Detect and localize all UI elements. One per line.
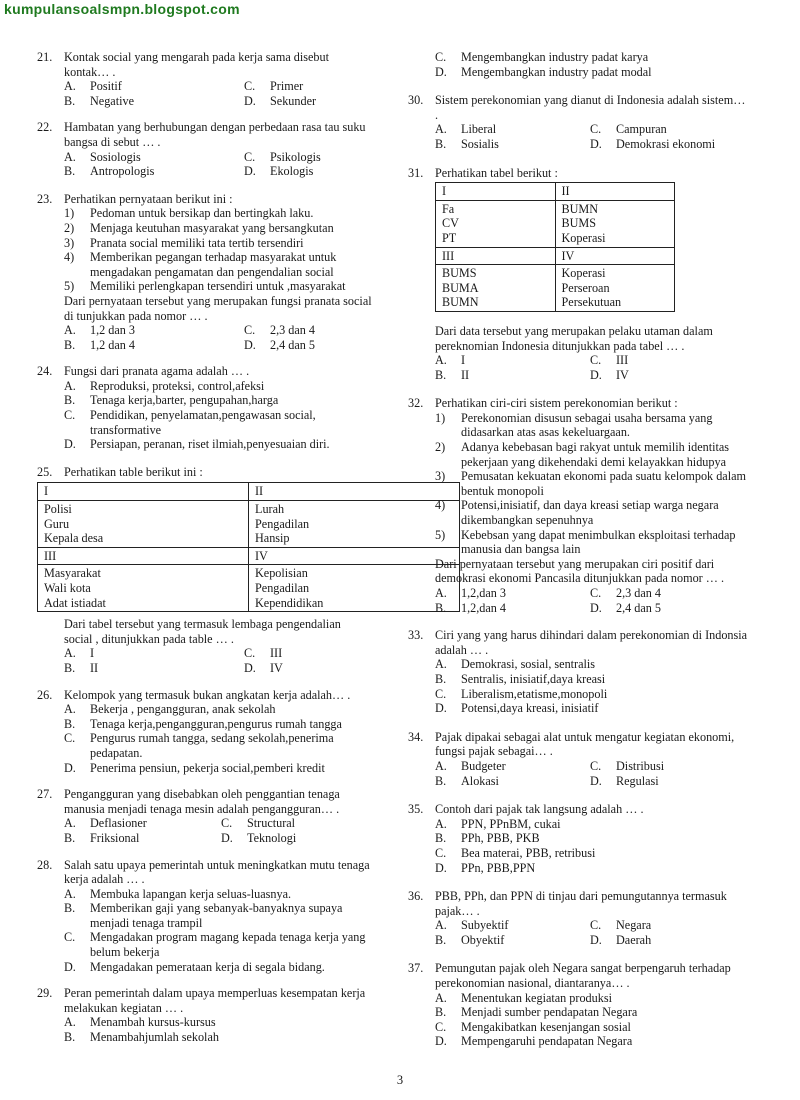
option-b: B. II	[435, 367, 470, 382]
option-d: D. IV	[244, 660, 283, 675]
question-number: 24.	[37, 364, 53, 379]
options-list	[435, 657, 748, 715]
option-c: C. III	[244, 646, 283, 661]
option-c: C. Mengembangkan industry padat karya	[435, 50, 649, 64]
option-a: A. Deflasioner	[64, 816, 147, 831]
option-d: D. Potensi,daya kreasi, inisiatif	[435, 701, 599, 716]
option-b: B. 1,2,dan 4	[435, 600, 507, 615]
options-grid	[64, 150, 372, 179]
option-c: C. Campuran	[590, 122, 667, 137]
option-d: D. Regulasi	[590, 773, 659, 788]
option-d: D. Daerah	[590, 932, 652, 947]
option-a: A. I	[64, 646, 95, 661]
option-a: A. Reproduksi, proteksi, control,afeksi	[64, 378, 265, 393]
table-cell: Lurah Pengadilan Hansip	[249, 501, 460, 548]
statement-list	[37, 206, 372, 294]
options-list	[64, 887, 372, 975]
option-d: D. 2,4 dan 5	[244, 337, 316, 352]
question-number: 32.	[408, 396, 424, 411]
question-text: Hambatan yang berhubungan dengan perbedaan rasa tau suku bangsa di sebut … .	[64, 120, 366, 149]
option-b: B. Antropologis	[64, 164, 155, 179]
statement-4: 4) Potensi,inisiatif, dan daya kreasi setiap warga negara dikembangkan sepenuhnya	[435, 498, 719, 528]
options-grid	[64, 816, 372, 845]
statement-2: 2) Menjaga keutuhan masyarakat yang bersangkutan	[64, 220, 334, 235]
option-d: D. Mempengaruhi pendapatan Negara	[435, 1034, 633, 1049]
option-d: D. Demokrasi ekonomi	[590, 136, 716, 151]
options-list	[64, 379, 372, 452]
statement-3: 3) Pranata social memiliki tata tertib tersendiri	[64, 235, 304, 250]
option-d: D. 2,4 dan 5	[590, 600, 662, 615]
question-number: 21.	[37, 50, 53, 64]
option-c: C. Mengadakan program magang kepada tenaga kerja yang belum bekerja	[64, 930, 366, 960]
page-number: 3	[396, 1073, 404, 1087]
statement-1: 1) Pedoman untuk bersikap dan bertingkah laku.	[64, 206, 314, 221]
options-list	[435, 991, 748, 1049]
option-c: C. Structural	[221, 816, 296, 831]
question-37	[408, 961, 748, 1049]
question-text: Salah satu upaya pemerintah untuk meningkatkan mutu tenaga kerja adalah … .	[64, 857, 370, 887]
right-column	[408, 50, 748, 1049]
question-31	[408, 166, 748, 383]
option-d: D. PPn, PBB,PPN	[435, 860, 536, 875]
option-a: A. Menambah kursus-kursus	[64, 1015, 216, 1030]
question-number: 26.	[37, 687, 53, 702]
option-d: D. Mengadakan pemerataan kerja di segala bidang.	[64, 959, 325, 974]
question-number: 30.	[408, 93, 424, 108]
options-grid	[64, 79, 372, 108]
option-b: B. Negative	[64, 93, 134, 108]
option-b: B. Memberikan gaji yang sebanyak-banyaknya supaya menjadi tenaga trampil	[64, 901, 343, 930]
question-text: Kelompok yang termasuk bukan angkatan kerja adalah… .	[64, 687, 351, 702]
question-number: 36.	[408, 889, 424, 904]
question-followup: Dari pernyataan tersebut yang merupakan ciri positif dari demokrasi ekonomi Pancasila ditunjukkan pada nomor … .	[435, 556, 725, 586]
option-b: B. Menjadi sumber pendapatan Negara	[435, 1005, 638, 1020]
institution-table	[37, 482, 460, 612]
options-list	[435, 817, 748, 875]
question-number: 31.	[408, 165, 424, 180]
question-number: 33.	[408, 628, 424, 643]
table-cell: Kepolisian Pengadilan Kependidikan	[249, 565, 460, 612]
question-text: Sistem perekonomian yang dianut di Indonesia adalah sistem… .	[435, 93, 746, 122]
option-a: A. Membuka lapangan kerja seluas-luasnya.	[64, 886, 292, 901]
question-text: PBB, PPh, dan PPN di tinjau dari pemungutannya termasuk pajak… .	[435, 889, 727, 918]
option-c: C. Primer	[244, 79, 304, 94]
question-number: 27.	[37, 787, 53, 802]
table-header-ii: II	[249, 483, 460, 501]
question-text: Pemungutan pajak oleh Negara sangat berpengaruh terhadap perekonomian nasional, diantaranya… .	[435, 961, 731, 991]
question-text: Kontak social yang mengarah pada kerja sama disebut kontak… .	[64, 50, 329, 79]
statement-3: 3) Pemusatan kekuatan ekonomi pada suatu kelompok dalam bentuk monopoli	[435, 469, 746, 498]
options-list	[64, 1015, 372, 1044]
option-a: A. Sosiologis	[64, 149, 141, 164]
question-29-continued	[408, 50, 748, 79]
question-text: Perhatikan table berikut ini :	[64, 464, 203, 479]
question-25	[37, 465, 372, 676]
question-27	[37, 787, 372, 845]
option-b: B. Obyektif	[435, 932, 505, 947]
statement-list	[435, 411, 748, 557]
option-c: C. Distribusi	[590, 758, 665, 773]
options-grid	[435, 759, 748, 788]
option-d: D. Teknologi	[221, 830, 297, 845]
question-followup: Dari pernyataan tersebut yang merupakan fungsi pranata social di tunjukkan pada nomor … .	[64, 293, 372, 323]
option-d: D. Penerima pensiun, pekerja social,pemberi kredit	[64, 760, 325, 775]
options-grid	[435, 353, 748, 382]
option-a: A. Positif	[64, 79, 122, 94]
question-number: 23.	[37, 191, 53, 206]
table-cell: Fa CV PT	[436, 200, 556, 247]
statement-4: 4) Memberikan pegangan terhadap masyarakat untuk mengadakan pengamatan dan pengendalian social	[64, 250, 337, 279]
question-followup: Dari data tersebut yang merupakan pelaku utaman dalam pereknomian Indonesia ditunjukkan pada tabel … .	[435, 323, 713, 353]
question-number: 25.	[37, 464, 53, 479]
option-a: A. Budgeter	[435, 758, 506, 773]
statement-5: 5) Memiliki perlengkapan tersendiri untuk ,masyarakat	[64, 279, 346, 294]
options-grid	[435, 918, 748, 947]
question-number: 35.	[408, 802, 424, 817]
table-header-i: I	[38, 483, 249, 501]
option-c: C. 2,3 dan 4	[244, 323, 316, 338]
question-21	[37, 50, 372, 108]
blog-watermark: kumpulansoalsmpn.blogspot.com	[4, 1, 240, 17]
table-header-iv: IV	[249, 547, 460, 565]
question-23	[37, 192, 372, 353]
statement-1: 1) Perekonomian disusun sebagai usaha bersama yang didasarkan atas asas kekeluargaan.	[435, 410, 713, 440]
option-c: C. Psikologis	[244, 149, 321, 164]
options-grid	[64, 323, 372, 352]
option-b: B. Sosialis	[435, 136, 499, 151]
question-text: Perhatikan ciri-ciri sistem perekonomian berikut :	[435, 396, 678, 411]
option-c: C. Mengakibatkan kesenjangan sosial	[435, 1019, 631, 1034]
question-text: Contoh dari pajak tak langsung adalah … .	[435, 802, 644, 817]
option-b: B. Tenaga kerja,pengangguran,pengurus rumah tangga	[64, 716, 342, 731]
question-22	[37, 120, 372, 178]
question-number: 37.	[408, 961, 424, 976]
question-text: Pajak dipakai sebagai alat untuk mengatur kegiatan ekonomi, fungsi pajak sebagai… .	[435, 729, 735, 759]
question-30	[408, 93, 748, 151]
table-cell: BUMN BUMS Koperasi	[555, 200, 675, 247]
option-a: A. I	[435, 353, 466, 368]
question-number: 28.	[37, 857, 53, 872]
options-list	[435, 50, 748, 79]
option-d: D. Ekologis	[244, 164, 314, 179]
table-header-i: I	[436, 183, 556, 201]
table-cell: Koperasi Perseroan Persekutuan	[555, 265, 675, 312]
option-d: D. Sekunder	[244, 93, 317, 108]
options-grid	[435, 586, 748, 615]
option-a: A. 1,2 dan 3	[64, 323, 136, 338]
option-a: A. Subyektif	[435, 918, 509, 933]
option-d: D. IV	[590, 367, 629, 382]
option-b: B. PPh, PBB, PKB	[435, 831, 540, 846]
table-header-iii: III	[38, 547, 249, 565]
table-cell: Polisi Guru Kepala desa	[38, 501, 249, 548]
option-a: A. Demokrasi, sosial, sentralis	[435, 657, 596, 672]
option-b: B. Alokasi	[435, 773, 499, 788]
question-29	[37, 986, 372, 1044]
question-number: 29.	[37, 986, 53, 1001]
option-a: A. Liberal	[435, 122, 497, 137]
table-cell: Masyarakat Wali kota Adat istiadat	[38, 565, 249, 612]
question-32	[408, 396, 748, 615]
question-33	[408, 628, 748, 716]
option-c: C. Pengurus rumah tangga, sedang sekolah,penerima pedapatan.	[64, 731, 334, 760]
option-b: B. Sentralis, inisiatif,daya kreasi	[435, 671, 606, 686]
question-text: Ciri yang yang harus dihindari dalam perekonomian di Indonsia adalah … .	[435, 628, 748, 657]
option-c: C. 2,3 dan 4	[590, 586, 662, 600]
statement-2: 2) Adanya kebebasan bagi rakyat untuk memilih identitas pekerjaan yang dikehendaki demi kelayakkan hidupya	[435, 440, 730, 469]
question-35	[408, 802, 748, 875]
question-36	[408, 889, 748, 947]
options-grid	[435, 122, 748, 151]
question-text: Perhatikan pernyataan berikut ini :	[64, 191, 233, 206]
option-b: B. Friksional	[64, 830, 140, 845]
table-cell: BUMS BUMA BUMN	[436, 265, 556, 312]
question-followup: Dari tabel tersebut yang termasuk lembaga pengendalian social , ditunjukkan pada table … .	[64, 617, 341, 646]
question-text: Peran pemerintah dalam upaya memperluas kesempatan kerja melakukan kegiatan … .	[64, 986, 366, 1015]
left-column	[37, 50, 372, 1045]
table-header-ii: II	[555, 183, 675, 201]
question-text: Perhatikan tabel berikut :	[435, 165, 558, 180]
question-24	[37, 364, 372, 452]
option-b: B. 1,2 dan 4	[64, 337, 136, 352]
economy-actors-table	[435, 182, 675, 312]
question-number: 34.	[408, 729, 424, 744]
options-list	[64, 702, 372, 775]
option-b: B. Menambahjumlah sekolah	[64, 1030, 219, 1045]
statement-5: 5) Kebebsan yang dapat menimbulkan eksploitasi terhadap manusia dan bangsa lain	[435, 527, 736, 557]
option-c: C. Liberalism,etatisme,monopoli	[435, 686, 608, 701]
option-b: B. II	[64, 660, 99, 675]
option-c: C. III	[590, 353, 629, 368]
option-d: D. Persiapan, peranan, riset ilmiah,penyesuaian diri.	[64, 437, 330, 452]
option-c: C. Negara	[590, 918, 652, 933]
question-28	[37, 858, 372, 975]
option-a: A. Menentukan kegiatan produksi	[435, 990, 612, 1005]
table-header-iii: III	[436, 247, 556, 265]
question-26	[37, 688, 372, 776]
option-b: B. Tenaga kerja,barter, pengupahan,harga	[64, 393, 279, 408]
option-c: C. Pendidikan, penyelamatan,pengawasan social, transformative	[64, 408, 316, 437]
options-grid	[64, 646, 372, 675]
table-header-iv: IV	[555, 247, 675, 265]
option-d: D. Mengembangkan industry padat modal	[435, 64, 652, 79]
option-a: A. 1,2,dan 3	[435, 586, 507, 600]
option-a: A. Bekerja , pengangguran, anak sekolah	[64, 702, 276, 717]
question-text: Pengangguran yang disebabkan oleh penggantian tenaga manusia menjadi tenaga mesin adalah pengangguran… .	[64, 787, 340, 816]
option-c: C. Bea materai, PBB, retribusi	[435, 845, 596, 860]
question-text: Fungsi dari pranata agama adalah … .	[64, 364, 250, 379]
question-34	[408, 730, 748, 788]
option-a: A. PPN, PPnBM, cukai	[435, 816, 561, 831]
question-number: 22.	[37, 120, 53, 135]
